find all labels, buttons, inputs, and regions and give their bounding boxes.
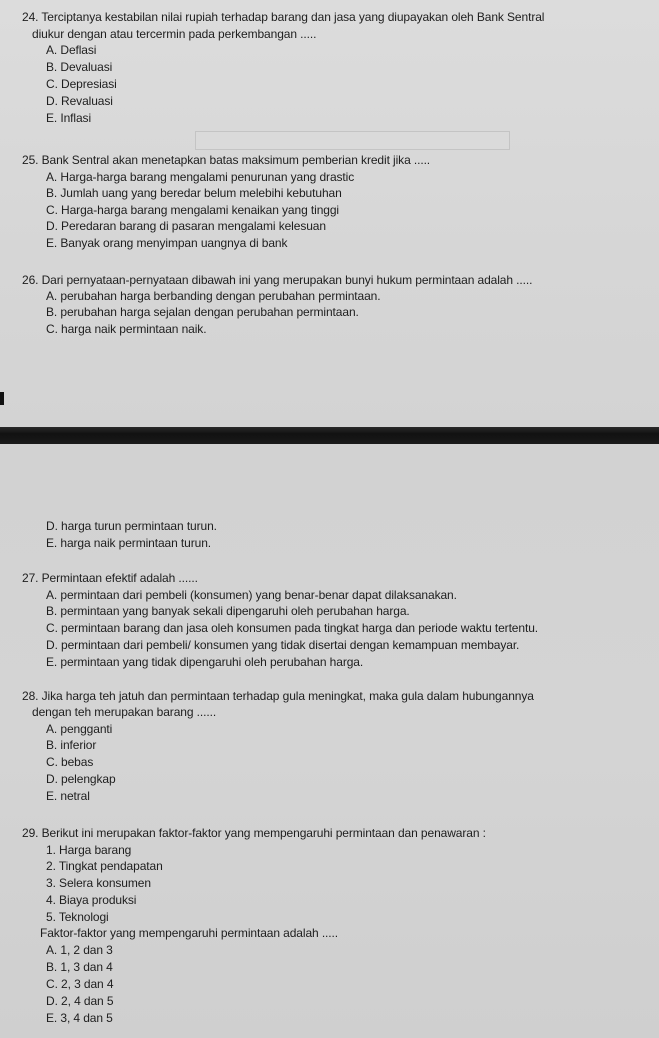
q27-option-c: C. permintaan barang dan jasa oleh konsumen pada tingkat harga dan periode waktu tertentu. bbox=[46, 621, 539, 635]
q26-stem: 26. Dari pernyataan-pernyataan dibawah ini yang merupakan bunyi hukum permintaan adalah ..... bbox=[22, 273, 533, 287]
q29-factor-3: 3. Selera konsumen bbox=[46, 876, 151, 890]
q26-option-e: E. harga naik permintaan turun. bbox=[46, 536, 211, 550]
q29-factor-4: 4. Biaya produksi bbox=[46, 893, 137, 907]
q28-stem-line-1: 28. Jika harga teh jatuh dan permintaan terhadap gula meningkat, maka gula dalam hubungannya bbox=[22, 689, 534, 703]
q24-option-b: B. Devaluasi bbox=[46, 60, 113, 74]
q25-option-a: A. Harga-harga barang mengalami penurunan yang drastic bbox=[46, 170, 355, 184]
q28-option-c: C. bebas bbox=[46, 755, 94, 769]
q29-option-e: E. 3, 4 dan 5 bbox=[46, 1011, 113, 1025]
q24-option-e: E. Inflasi bbox=[46, 111, 92, 125]
q29-stem: 29. Berikut ini merupakan faktor-faktor yang mempengaruhi permintaan dan penawaran : bbox=[22, 826, 486, 840]
q25-option-e: E. Banyak orang menyimpan uangnya di bank bbox=[46, 236, 288, 250]
q29-factor-1: 1. Harga barang bbox=[46, 843, 132, 857]
q26-option-d: D. harga turun permintaan turun. bbox=[46, 519, 217, 533]
q28-option-b: B. inferior bbox=[46, 738, 97, 752]
q24-option-c: C. Depresiasi bbox=[46, 77, 117, 91]
q28-option-d: D. pelengkap bbox=[46, 772, 116, 786]
q24-option-a: A. Deflasi bbox=[46, 43, 97, 57]
q26-option-a: A. perubahan harga berbanding dengan perubahan permintaan. bbox=[46, 289, 381, 303]
edge-mark bbox=[0, 392, 4, 405]
q28-option-e: E. netral bbox=[46, 789, 90, 803]
q25-stem: 25. Bank Sentral akan menetapkan batas maksimum pemberian kredit jika ..... bbox=[22, 153, 431, 167]
q27-stem: 27. Permintaan efektif adalah ...... bbox=[22, 571, 198, 585]
q26-option-c: C. harga naik permintaan naik. bbox=[46, 322, 207, 336]
page-fold-dark-band bbox=[0, 427, 659, 444]
q26-option-b: B. perubahan harga sejalan dengan perubahan permintaan. bbox=[46, 305, 359, 319]
q29-option-d: D. 2, 4 dan 5 bbox=[46, 994, 114, 1008]
q29-factor-5: 5. Teknologi bbox=[46, 910, 109, 924]
q25-option-d: D. Peredaran barang di pasaran mengalami kelesuan bbox=[46, 219, 326, 233]
q29-factor-2: 2. Tingkat pendapatan bbox=[46, 859, 163, 873]
q29-option-a: A. 1, 2 dan 3 bbox=[46, 943, 113, 957]
q29-option-b: B. 1, 3 dan 4 bbox=[46, 960, 113, 974]
q27-option-d: D. permintaan dari pembeli/ konsumen yang tidak disertai dengan kemampuan membayar. bbox=[46, 638, 520, 652]
q24-stem-line-1: 24. Terciptanya kestabilan nilai rupiah terhadap barang dan jasa yang diupayakan oleh Bank Sentral bbox=[22, 10, 545, 24]
q27-option-b: B. permintaan yang banyak sekali dipengaruhi oleh perubahan harga. bbox=[46, 604, 410, 618]
q24-option-d: D. Revaluasi bbox=[46, 94, 113, 108]
q28-option-a: A. pengganti bbox=[46, 722, 113, 736]
q27-option-a: A. permintaan dari pembeli (konsumen) yang benar-benar dapat dilaksanakan. bbox=[46, 588, 457, 602]
q25-option-c: C. Harga-harga barang mengalami kenaikan yang tinggi bbox=[46, 203, 339, 217]
q25-option-b: B. Jumlah uang yang beredar belum melebihi kebutuhan bbox=[46, 186, 342, 200]
q28-stem-line-2: dengan teh merupakan barang ...... bbox=[32, 705, 217, 719]
q29-sub-question: Faktor-faktor yang mempengaruhi permintaan adalah ..... bbox=[40, 926, 338, 940]
q24-stem-line-2: diukur dengan atau tercermin pada perkembangan ..... bbox=[32, 27, 317, 41]
q27-option-e: E. permintaan yang tidak dipengaruhi oleh perubahan harga. bbox=[46, 655, 364, 669]
blank-answer-box bbox=[195, 131, 510, 150]
q29-option-c: C. 2, 3 dan 4 bbox=[46, 977, 114, 991]
